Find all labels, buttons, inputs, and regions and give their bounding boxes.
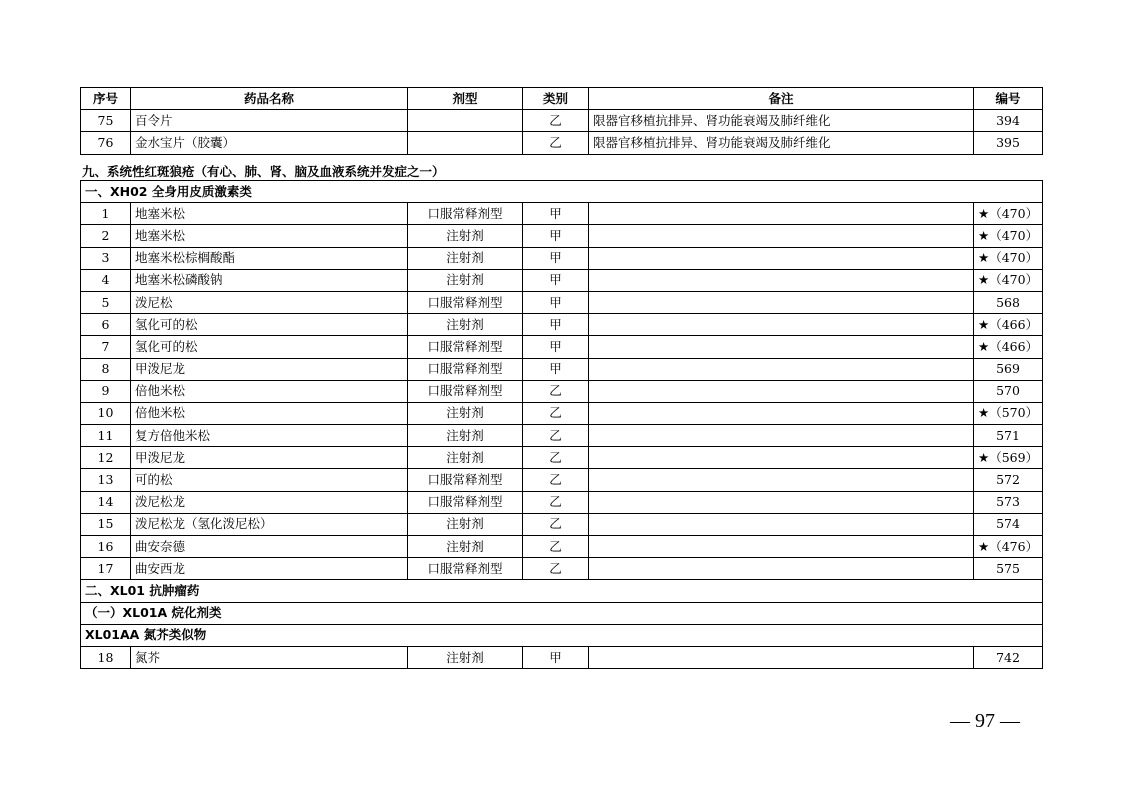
remarks: [589, 513, 974, 535]
row-number: 11: [81, 425, 131, 447]
remarks: [589, 536, 974, 558]
dosage-form: 注射剂: [408, 646, 523, 668]
dosage-form: 注射剂: [408, 447, 523, 469]
remarks: [589, 380, 974, 402]
row-number: 15: [81, 513, 131, 535]
table-row: [81, 558, 1043, 580]
drug-name: 泼尼松: [131, 291, 408, 313]
dosage-form: 口服常释剂型: [408, 203, 523, 225]
dosage-form: 口服常释剂型: [408, 558, 523, 580]
category: 乙: [523, 132, 589, 154]
drug-code: ★（569）: [974, 447, 1043, 469]
subsubgroup-heading: XL01AA 氮芥类似物: [81, 624, 1043, 646]
remarks: [589, 336, 974, 358]
table-row: [81, 269, 1043, 291]
remarks: [589, 314, 974, 336]
drug-code: 742: [974, 646, 1043, 668]
dosage-form: 口服常释剂型: [408, 469, 523, 491]
drug-code: ★（466）: [974, 314, 1043, 336]
table-row: [81, 336, 1043, 358]
dosage-form: 注射剂: [408, 269, 523, 291]
header-code: 编号: [974, 88, 1043, 110]
drug-code: 574: [974, 513, 1043, 535]
section-heading: 九、系统性红斑狼疮（有心、肺、肾、脑及血液系统并发症之一）: [82, 164, 445, 179]
remarks: [589, 402, 974, 424]
category: 甲: [523, 247, 589, 269]
group2-heading: 二、XL01 抗肿瘤药: [81, 580, 1043, 602]
remarks: [589, 491, 974, 513]
drug-name: 氢化可的松: [131, 336, 408, 358]
dosage-form: 注射剂: [408, 225, 523, 247]
group-heading-row: [81, 602, 1043, 624]
row-number: 12: [81, 447, 131, 469]
table-row: [81, 469, 1043, 491]
drug-code: 575: [974, 558, 1043, 580]
table-row: [81, 291, 1043, 313]
category: 乙: [523, 558, 589, 580]
remarks: 限器官移植抗排异、肾功能衰竭及肺纤维化: [589, 132, 974, 154]
drug-name: 倍他米松: [131, 380, 408, 402]
table-row: [81, 447, 1043, 469]
drug-name: 地塞米松磷酸钠: [131, 269, 408, 291]
row-number: 6: [81, 314, 131, 336]
dosage-form: 注射剂: [408, 425, 523, 447]
group-heading-row: [81, 181, 1043, 203]
header-no: 序号: [81, 88, 131, 110]
row-number: 8: [81, 358, 131, 380]
remarks: [589, 269, 974, 291]
drug-name: 甲泼尼龙: [131, 358, 408, 380]
dosage-form: 注射剂: [408, 536, 523, 558]
drug-name: 复方倍他米松: [131, 425, 408, 447]
dosage-form: 口服常释剂型: [408, 336, 523, 358]
drug-name: 氮芥: [131, 646, 408, 668]
table-row: [81, 646, 1043, 668]
drug-code: 571: [974, 425, 1043, 447]
table-row: [81, 132, 1043, 154]
category: 甲: [523, 269, 589, 291]
table-row: [81, 358, 1043, 380]
category: 甲: [523, 225, 589, 247]
category: 乙: [523, 447, 589, 469]
drug-name: 地塞米松: [131, 225, 408, 247]
header-remarks: 备注: [589, 88, 974, 110]
drug-code: ★（570）: [974, 402, 1043, 424]
category: 甲: [523, 336, 589, 358]
dosage-form: 口服常释剂型: [408, 491, 523, 513]
table-row: [81, 314, 1043, 336]
remarks: [589, 225, 974, 247]
table-row: [81, 536, 1043, 558]
dosage-form: 注射剂: [408, 402, 523, 424]
page-number: — 97 —: [950, 710, 1020, 732]
table-row: [81, 402, 1043, 424]
remarks: [589, 469, 974, 491]
drug-code: 394: [974, 110, 1043, 132]
category: 甲: [523, 646, 589, 668]
category: 乙: [523, 536, 589, 558]
drug-code: 573: [974, 491, 1043, 513]
row-number: 75: [81, 110, 131, 132]
row-number: 16: [81, 536, 131, 558]
table-row: [81, 247, 1043, 269]
dosage-form: 口服常释剂型: [408, 358, 523, 380]
drug-name: 倍他米松: [131, 402, 408, 424]
drug-name: 氢化可的松: [131, 314, 408, 336]
drug-table-main: [80, 180, 1043, 669]
drug-code: ★（470）: [974, 225, 1043, 247]
drug-code: 395: [974, 132, 1043, 154]
drug-code: ★（470）: [974, 269, 1043, 291]
drug-code: 568: [974, 291, 1043, 313]
drug-name: 泼尼松龙（氢化泼尼松）: [131, 513, 408, 535]
row-number: 14: [81, 491, 131, 513]
drug-name: 曲安西龙: [131, 558, 408, 580]
category: 乙: [523, 491, 589, 513]
drug-code: 569: [974, 358, 1043, 380]
remarks: [589, 558, 974, 580]
drug-name: 曲安奈德: [131, 536, 408, 558]
table-row: [81, 203, 1043, 225]
remarks: [589, 447, 974, 469]
dosage-form: 口服常释剂型: [408, 291, 523, 313]
row-number: 9: [81, 380, 131, 402]
drug-name: 金水宝片（胶囊）: [131, 132, 408, 154]
table-header-row: [81, 88, 1043, 110]
table-row: [81, 380, 1043, 402]
group1-heading: 一、XH02 全身用皮质激素类: [81, 181, 1043, 203]
category: 甲: [523, 291, 589, 313]
row-number: 4: [81, 269, 131, 291]
category: 甲: [523, 358, 589, 380]
dosage-form: 注射剂: [408, 314, 523, 336]
dosage-form: 口服常释剂型: [408, 380, 523, 402]
drug-code: ★（466）: [974, 336, 1043, 358]
drug-table-top: [80, 87, 1043, 155]
category: 乙: [523, 513, 589, 535]
top-rows: [81, 110, 1043, 154]
header-category: 类别: [523, 88, 589, 110]
dosage-form: [408, 110, 523, 132]
table-row: [81, 425, 1043, 447]
row-number: 18: [81, 646, 131, 668]
subgroup-heading: （一）XL01A 烷化剂类: [81, 602, 1043, 624]
remarks: 限器官移植抗排异、肾功能衰竭及肺纤维化: [589, 110, 974, 132]
dosage-form: 注射剂: [408, 247, 523, 269]
row-number: 2: [81, 225, 131, 247]
drug-name: 地塞米松: [131, 203, 408, 225]
dosage-form: 注射剂: [408, 513, 523, 535]
dosage-form: [408, 132, 523, 154]
drug-code: ★（470）: [974, 203, 1043, 225]
drug-name: 泼尼松龙: [131, 491, 408, 513]
group-heading-row: [81, 624, 1043, 646]
table-row: [81, 513, 1043, 535]
drug-code: 570: [974, 380, 1043, 402]
drug-code: ★（476）: [974, 536, 1043, 558]
category: 甲: [523, 203, 589, 225]
category: 乙: [523, 380, 589, 402]
remarks: [589, 291, 974, 313]
header-drug-name: 药品名称: [131, 88, 408, 110]
remarks: [589, 425, 974, 447]
drug-code: ★（470）: [974, 247, 1043, 269]
remarks: [589, 247, 974, 269]
header-dosage-form: 剂型: [408, 88, 523, 110]
drug-code: 572: [974, 469, 1043, 491]
remarks: [589, 358, 974, 380]
row-number: 17: [81, 558, 131, 580]
table-row: [81, 110, 1043, 132]
category: 乙: [523, 402, 589, 424]
row-number: 13: [81, 469, 131, 491]
remarks: [589, 646, 974, 668]
row-number: 7: [81, 336, 131, 358]
row-number: 76: [81, 132, 131, 154]
drug-name: 甲泼尼龙: [131, 447, 408, 469]
row-number: 3: [81, 247, 131, 269]
category: 乙: [523, 469, 589, 491]
main-rows: [81, 181, 1043, 669]
remarks: [589, 203, 974, 225]
row-number: 1: [81, 203, 131, 225]
drug-name: 可的松: [131, 469, 408, 491]
row-number: 10: [81, 402, 131, 424]
row-number: 5: [81, 291, 131, 313]
category: 乙: [523, 110, 589, 132]
table-row: [81, 225, 1043, 247]
category: 乙: [523, 425, 589, 447]
drug-name: 百令片: [131, 110, 408, 132]
table-row: [81, 491, 1043, 513]
drug-name: 地塞米松棕榈酸酯: [131, 247, 408, 269]
group-heading-row: [81, 580, 1043, 602]
category: 甲: [523, 314, 589, 336]
